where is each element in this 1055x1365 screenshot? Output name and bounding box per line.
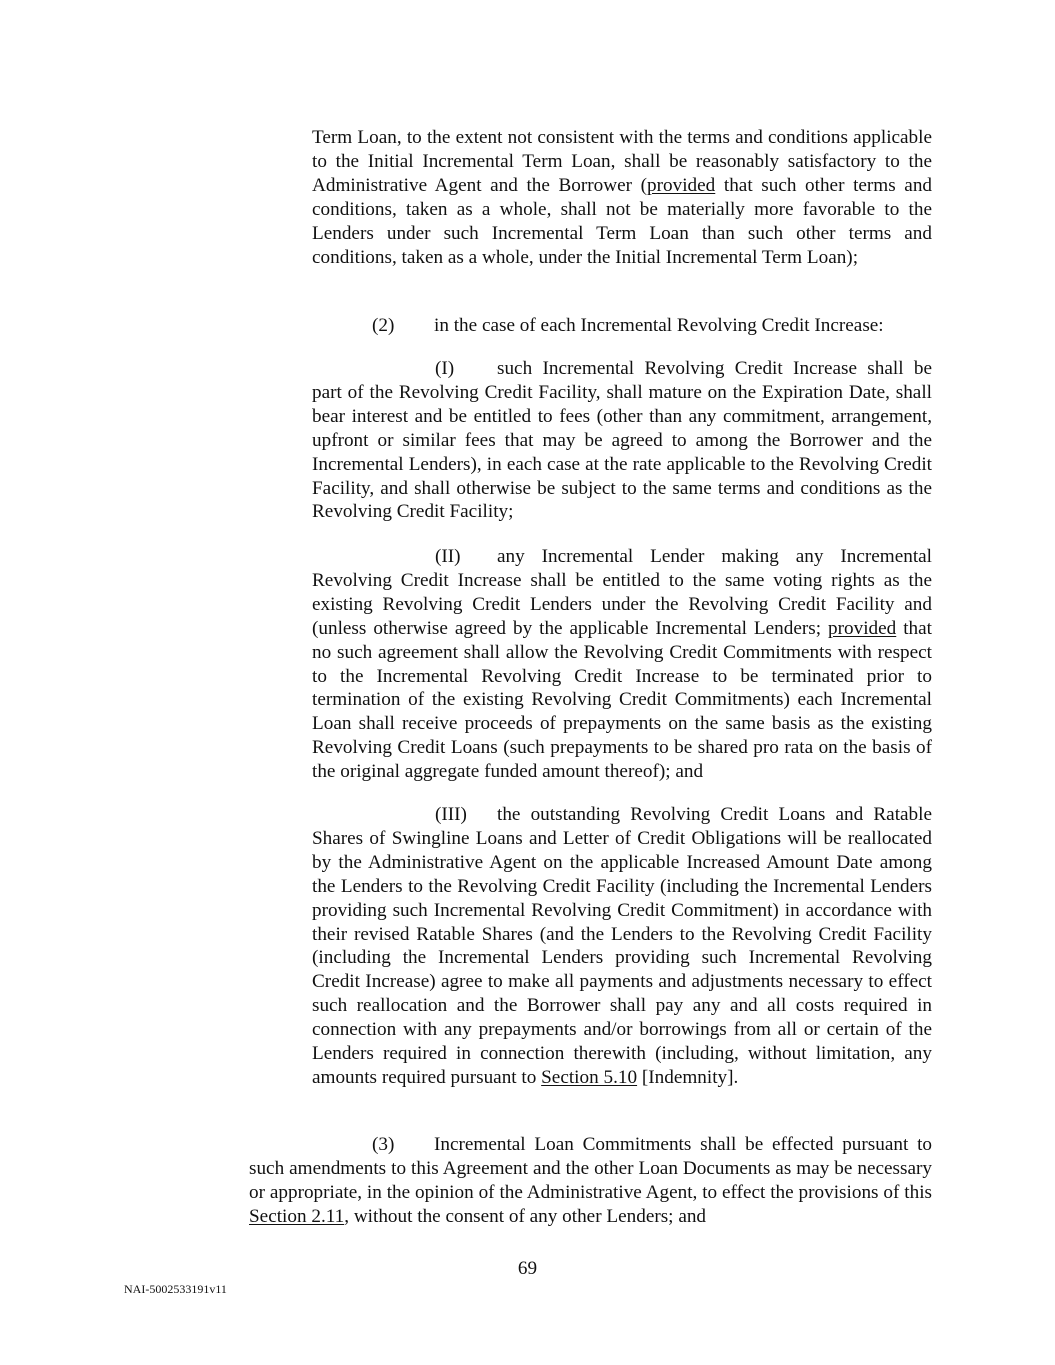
paragraph-item-I (312, 357, 932, 524)
term-loan-text-1: Term Loan, to the extent not consistent with the terms and conditions applicable to the Initial Incremental Term Loan, shall be reasonably satisfactory to the Administrative Agent and the Borrower ( (312, 127, 932, 196)
item-III-text-2: [Indemnity]. (637, 1066, 739, 1088)
item-III-number: (III) (435, 804, 467, 825)
item-3-number: (3) (372, 1134, 395, 1155)
item-I-text: such Incremental Revolving Credit Increase shall be part of the Revolving Credit Facility, shall mature on the Expiration Date, shall bear interest and be entitled to fees (other than any commitment, arrangement, upfront or similar fees that may be agreed to among the Borrower and the Incremental Lenders), in each case at the rate applicable to the Revolving Credit Facility, and shall otherwise be subject to the same terms and conditions as the Revolving Credit Facility; (312, 358, 932, 523)
item-3-text-1: Incremental Loan Commitments shall be effected pursuant to such amendments to this Agreement and the other Loan Documents as may be necessary or appropriate, in the opinion of the Administrative Agent, to effect the provisions of this (249, 1134, 932, 1203)
paragraph-term-loan (312, 126, 932, 269)
item-3-text-2: , without the consent of any other Lenders; and (344, 1205, 707, 1227)
item-2-text: in the case of each Incremental Revolving Credit Increase: (434, 315, 884, 336)
page-number: 69 (517, 1258, 538, 1279)
paragraph-item-III (312, 803, 932, 1090)
document-id: NAI-5002533191v11 (124, 1282, 227, 1296)
item-II-number: (II) (435, 546, 461, 567)
section-5-10-reference: Section 5.10 (541, 1066, 638, 1088)
item-II-text-2: that no such agreement shall allow the Revolving Credit Commitments with respect to the Incremental Revolving Credit Increase to be terminated prior to termination of the existing Revolving Credit Commitments) each Incremental Loan shall receive proceeds of prepayments on the same basis as the existing Revolving Credit Loans (such prepayments to be shared pro rata on the basis of the original aggregate funded amount thereof); and (312, 617, 932, 783)
item-II-text-1: any Incremental Lender making any Incremental Revolving Credit Increase shall be entitled to the same voting rights as the existing Revolving Credit Lenders under the Revolving Credit Facility and (unless otherwise agreed by the applicable Incremental Lenders; (312, 546, 932, 639)
paragraph-item-2 (312, 314, 932, 338)
item-III-text-1: the outstanding Revolving Credit Loans and Ratable Shares of Swingline Loans and Letter of Credit Obligations will be reallocated by the Administrative Agent on the applicable Increased Amount Date among the Lenders to the Revolving Credit Facility (including the Incremental Lenders providing such Incremental Revolving Credit Commitment) in accordance with their revised Ratable Shares (and the Lenders to the Revolving Credit Facility (including the Incremental Lenders providing such Incremental Revolving Credit Increase) agree to make all payments and adjustments necessary to effect such reallocation and the Borrower shall pay any and all costs required in connection with any prepayments and/or borrowings from all or certain of the Lenders required in connection therewith (including, without limitation, any amounts required pursuant to (312, 804, 932, 1088)
paragraph-item-II (312, 545, 932, 784)
section-2-11-reference: Section 2.11 (249, 1205, 345, 1227)
provided-term: provided (647, 174, 716, 196)
item-2-number: (2) (372, 315, 395, 336)
paragraph-item-3 (249, 1133, 932, 1229)
item-I-number: (I) (435, 358, 455, 379)
term-loan-text-2: that such other terms and conditions, taken as a whole, shall not be materially more favorable to the Lenders under such Incremental Term Loan than such other terms and conditions, taken as a whole, under the Initial Incremental Term Loan); (312, 174, 933, 268)
provided-term: provided (828, 617, 897, 639)
